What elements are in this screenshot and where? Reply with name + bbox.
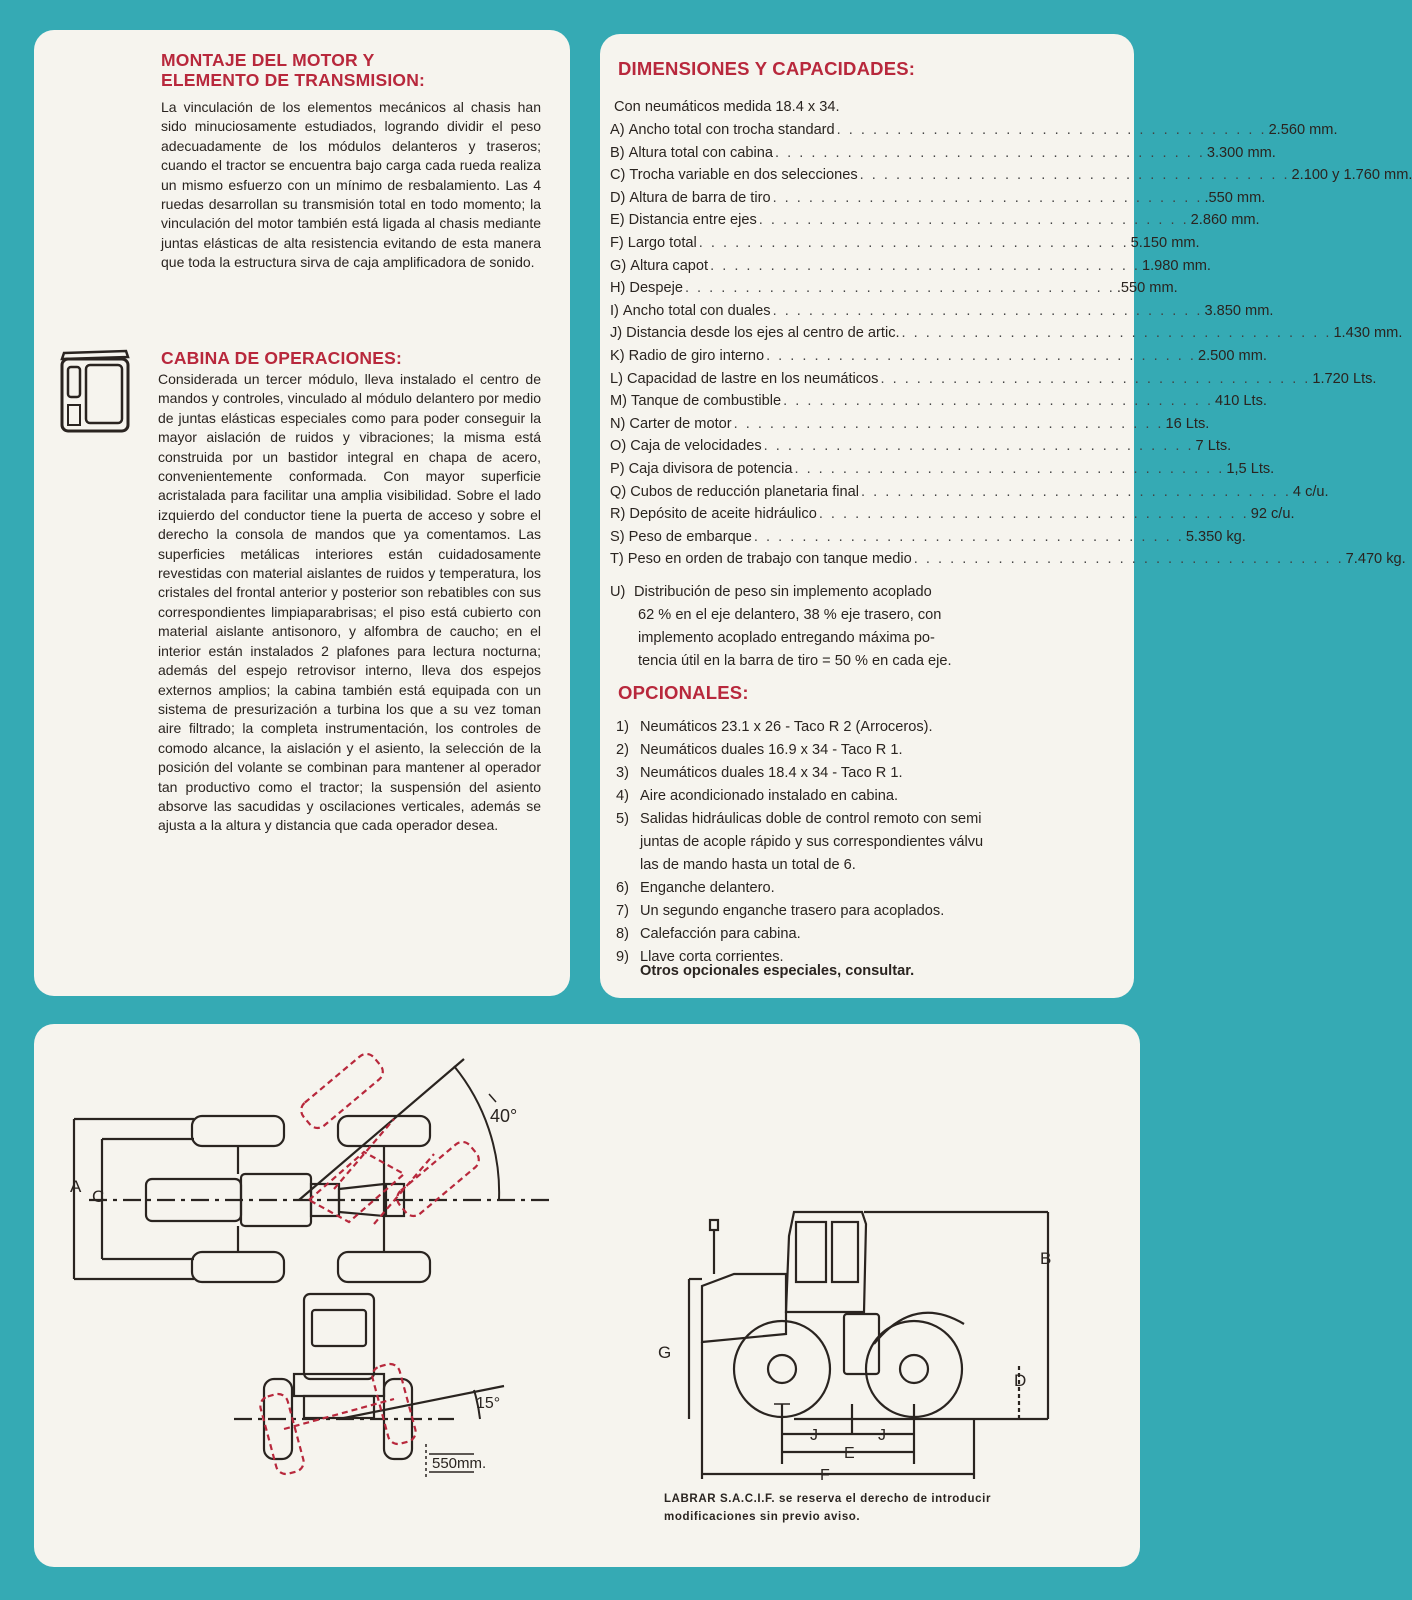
option-number: 9) bbox=[616, 949, 629, 965]
side-view-label-j-2: J bbox=[878, 1427, 886, 1444]
spec-leader-dots: . . . . . . . . . . . . . . . . . . . . . . . . . . . . . . . . . . . . bbox=[753, 528, 1184, 545]
spec-leader-dots: . . . . . . . . . . . . . . . . . . . . . . . . . . . . . . . . . . . . bbox=[783, 393, 1214, 410]
spec-row bbox=[610, 233, 1200, 253]
spec-label: Altura capot bbox=[630, 257, 709, 274]
option-number: 3) bbox=[616, 765, 629, 781]
spec-key: B) bbox=[610, 144, 625, 161]
cabin-icon bbox=[56, 345, 134, 437]
spec-label: Peso de embarque bbox=[628, 528, 752, 545]
option-text: Neumáticos 23.1 x 26 - Taco R 2 (Arroceros). bbox=[640, 719, 933, 735]
spec-row bbox=[610, 549, 1406, 569]
top-view-label-a: A bbox=[70, 1177, 82, 1196]
spec-key: P) bbox=[610, 461, 625, 477]
option-item bbox=[616, 900, 944, 923]
option-item bbox=[616, 716, 933, 739]
spec-leader-dots: . . . . . . . . . . . . . . . . . . . . . . . . . . . . . . . . . . . . bbox=[772, 302, 1203, 319]
cabina-body: Considerada un tercer módulo, lleva instalado el centro de mandos y controles, vinculado al módulo delantero por medio de juntas elásticas especiales como para poder conseguir la mayor aislación de ruidos y vibraciones; la misma está construida por un bastidor integral en chapa de acero, convenientemente conformada. Con mayor superficie acristalada para facilitar una amplia visibilidad. Sobre el lado izquierdo del conductor tiene la puerta de acceso y sobre el derecho la consola de mandos que ya comentamos. Las superficies metálicas interiores están cuidadosamente revestidas con material aislantes de ruidos y temperatura, los cristales del frontal anterior y posterior son rebatibles con sus correspondientes limpiaparabrisas; el piso está cubierto con material aislante antisonoro, y alfombra de caucho; en el interior están instalados 2 plafones para lectura nocturna; además del espejo retrovisor interno, lleva dos espejos externos amplios; la cabina también está equipada con un sistema de presurización a turbina los que a su vez toman aire filtrado; la completa instrumentación, los controles de comodo alcance, la aislación y el asiento, la selección de la posición del volante se combinan para mantener al operador tan productivo como el tractor; la suspensión del asiento absorve las sacudidas y oscilaciones verticales, además se ajusta a la altura y distancia que cada operador desea. bbox=[158, 371, 541, 834]
spec-value: .550 mm. bbox=[1116, 280, 1178, 297]
front-view-clearance-label: 550mm. bbox=[432, 1455, 487, 1472]
dimensiones-title: DIMENSIONES Y CAPACIDADES: bbox=[618, 58, 916, 79]
spec-key: D) bbox=[610, 189, 626, 206]
spec-row bbox=[610, 210, 1260, 230]
spec-leader-dots: . . . . . . . . . . . . . . . . . . . . . . . . . . . . . . . . . . . . bbox=[733, 415, 1164, 432]
side-view-label-f: F bbox=[820, 1467, 830, 1484]
option-text: las de mando hasta un total de 6. bbox=[640, 857, 856, 873]
spec-row bbox=[610, 346, 1267, 366]
spec-leader-dots: . . . . . . . . . . . . . . . . . . . . . . . . . . . . . . . . . . . . bbox=[880, 370, 1311, 387]
spec-leader-dots: . . . . . . . . . . . . . . . . . . . . . . . . . . . . . . . . . . . . bbox=[684, 280, 1115, 297]
option-text: Enganche delantero. bbox=[640, 880, 775, 896]
spec-value: 4 c/u. bbox=[1292, 483, 1329, 500]
panel-dimensiones bbox=[600, 34, 1412, 998]
spec-leader-dots: . . . . . . . . . . . . . . . . . . . . . . . . . . . . . . . . . . . . bbox=[913, 551, 1344, 568]
spec-row bbox=[610, 323, 1403, 343]
spec-label: Capacidad de lastre en los neumáticos bbox=[626, 370, 879, 387]
tractor-diagrams bbox=[34, 1024, 1140, 1567]
spec-leader-dots: . . . . . . . . . . . . . . . . . . . . . . . . . . . . . . . . . . . . bbox=[766, 348, 1196, 364]
option-text: Neumáticos duales 18.4 x 34 - Taco R 1. bbox=[640, 765, 903, 781]
spec-value: 1.720 Lts. bbox=[1312, 370, 1377, 387]
option-number: 5) bbox=[616, 811, 629, 827]
option-number: 8) bbox=[616, 926, 629, 942]
spec-label: Ancho total con trocha standard bbox=[628, 122, 835, 138]
option-text: Salidas hidráulicas doble de control remoto con semi bbox=[640, 811, 982, 827]
spec-key: G) bbox=[610, 257, 627, 274]
spec-leader-dots: . . . . . . . . . . . . . . . . . . . . . . . . . . . . . . . . . . . . bbox=[710, 257, 1140, 274]
side-view-label-d: D bbox=[1014, 1371, 1027, 1390]
spec-label: Altura total con cabina bbox=[628, 144, 773, 161]
spec-label: Distancia entre ejes bbox=[628, 212, 757, 229]
spec-row bbox=[610, 391, 1267, 411]
dimensiones-intro: Con neumáticos medida 18.4 x 34. bbox=[614, 99, 840, 115]
option-number: 7) bbox=[616, 903, 629, 919]
option-item bbox=[616, 923, 801, 946]
panel-diagramas bbox=[34, 1024, 1140, 1567]
spec-label: Largo total bbox=[627, 235, 697, 251]
side-view-label-e: E bbox=[844, 1445, 855, 1462]
cabina-title: CABINA DE OPERACIONES: bbox=[161, 348, 402, 368]
top-view-angle-label: 40° bbox=[490, 1106, 518, 1126]
spec-key: J) bbox=[610, 325, 623, 342]
spec-row bbox=[610, 143, 1276, 163]
option-number: 2) bbox=[616, 742, 629, 758]
spec-leader-dots: . . . . . . . . . . . . . . . . . . . . . . . . . . . . . . . . . . . . bbox=[763, 438, 1194, 455]
spec-value: 2.500 mm. bbox=[1197, 348, 1267, 364]
spec-u-line-4: tencia útil en la barra de tiro = 50 % en cada eje. bbox=[638, 653, 952, 669]
spec-key: C) bbox=[610, 167, 626, 184]
spec-label: Altura de barra de tiro bbox=[629, 189, 771, 206]
spec-key: Q) bbox=[610, 483, 627, 500]
spec-value: 1,5 Lts. bbox=[1226, 461, 1275, 477]
spec-row bbox=[610, 165, 1412, 185]
option-item bbox=[616, 877, 775, 900]
spec-leader-dots: . . . . . . . . . . . . . . . . . . . . . . . . . . . . . . . . . . . . bbox=[861, 483, 1291, 500]
spec-value: 2.560 mm. bbox=[1268, 122, 1338, 138]
spec-key: S) bbox=[610, 528, 625, 545]
spec-value: 2.100 y 1.760 mm. bbox=[1291, 167, 1412, 184]
panel-motor-cabina bbox=[34, 30, 570, 996]
spec-key: T) bbox=[610, 551, 624, 568]
side-view-label-b: B bbox=[1040, 1249, 1052, 1268]
spec-key: R) bbox=[610, 506, 626, 523]
spec-leader-dots: . . . . . . . . . . . . . . . . . . . . . . . . . . . . . . . . . . . . bbox=[859, 167, 1290, 184]
spec-label: Caja de velocidades bbox=[630, 438, 762, 455]
montaje-title-2: ELEMENTO DE TRANSMISION: bbox=[161, 70, 426, 90]
spec-label: Ancho total con duales bbox=[622, 302, 771, 319]
spec-key: M) bbox=[610, 393, 628, 410]
opcionales-footer: Otros opcionales especiales, consultar. bbox=[640, 963, 915, 979]
spec-leader-dots: . . . . . . . . . . . . . . . . . . . . . . . . . . . . . . . . . . . . bbox=[794, 461, 1225, 477]
spec-value: 7 Lts. bbox=[1195, 438, 1232, 455]
spec-value: 2.860 mm. bbox=[1190, 212, 1260, 229]
spec-row bbox=[610, 301, 1274, 321]
spec-key: L) bbox=[610, 370, 623, 387]
option-item bbox=[616, 785, 898, 808]
spec-key: O) bbox=[610, 438, 627, 455]
spec-label: Radio de giro interno bbox=[628, 348, 765, 364]
option-text: juntas de acople rápido y sus correspondientes válvu bbox=[640, 834, 984, 850]
spec-label: Carter de motor bbox=[629, 415, 732, 432]
spec-value: 92 c/u. bbox=[1250, 506, 1295, 523]
spec-key: F) bbox=[610, 235, 624, 251]
spec-leader-dots: . . . . . . . . . . . . . . . . . . . . . . . . . . . . . . . . . . . . bbox=[901, 325, 1332, 342]
montaje-title-1: MONTAJE DEL MOTOR Y bbox=[161, 50, 375, 70]
spec-value: .550 mm. bbox=[1204, 189, 1266, 206]
spec-label: Distancia desde los ejes al centro de artic. bbox=[626, 325, 900, 342]
spec-key: K) bbox=[610, 348, 625, 364]
front-view-diagram bbox=[234, 1294, 504, 1480]
option-text: Neumáticos duales 16.9 x 34 - Taco R 1. bbox=[640, 742, 903, 758]
opcionales-title: OPCIONALES: bbox=[618, 682, 749, 703]
spec-leader-dots: . . . . . . . . . . . . . . . . . . . . . . . . . . . . . . . . . . . . bbox=[775, 144, 1205, 161]
spec-value: 5.150 mm. bbox=[1130, 235, 1200, 251]
option-item bbox=[640, 854, 856, 877]
spec-value: 5.350 kg. bbox=[1185, 528, 1246, 545]
spec-row bbox=[610, 527, 1246, 547]
option-text: Un segundo enganche trasero para acoplados. bbox=[640, 903, 945, 919]
spec-key: A) bbox=[610, 122, 625, 138]
spec-value: 1.980 mm. bbox=[1142, 257, 1211, 274]
spec-key: E) bbox=[610, 212, 625, 229]
spec-u-key: U) bbox=[610, 584, 626, 600]
spec-label: Peso en orden de trabajo con tanque medio bbox=[627, 551, 912, 568]
option-number: 6) bbox=[616, 880, 629, 896]
side-view-label-j-1: J bbox=[810, 1427, 818, 1444]
spec-leader-dots: . . . . . . . . . . . . . . . . . . . . . . . . . . . . . . . . . . . . bbox=[772, 189, 1203, 206]
option-text: Llave corta corrientes. bbox=[640, 949, 784, 965]
top-view-label-c: C bbox=[92, 1187, 105, 1206]
spec-label: Caja divisora de potencia bbox=[628, 461, 793, 477]
spec-leader-dots: . . . . . . . . . . . . . . . . . . . . . . . . . . . . . . . . . . . . bbox=[698, 235, 1129, 251]
option-item bbox=[616, 739, 903, 762]
spec-value: 3.850 mm. bbox=[1204, 302, 1274, 319]
option-item bbox=[616, 762, 903, 785]
spec-row bbox=[610, 120, 1338, 140]
spec-u-line-3: implemento acoplado entregando máxima po- bbox=[638, 630, 935, 646]
spec-row bbox=[610, 504, 1295, 524]
spec-u-line-2: 62 % en el eje delantero, 38 % eje trasero, con bbox=[638, 607, 942, 623]
spec-row bbox=[610, 188, 1266, 208]
spec-leader-dots: . . . . . . . . . . . . . . . . . . . . . . . . . . . . . . . . . . . . bbox=[758, 212, 1189, 229]
spec-label: Depósito de aceite hidráulico bbox=[629, 506, 817, 523]
spec-row bbox=[610, 459, 1275, 479]
spec-row bbox=[610, 256, 1211, 276]
spec-label: Cubos de reducción planetaria final bbox=[630, 483, 860, 500]
disclaimer-line-1: LABRAR S.A.C.I.F. se reserva el derecho de introducir bbox=[664, 1493, 992, 1505]
side-view-label-g: G bbox=[658, 1343, 672, 1362]
spec-label: Trocha variable en dos selecciones bbox=[629, 167, 858, 184]
spec-key: N) bbox=[610, 415, 626, 432]
spec-label: Despeje bbox=[629, 280, 683, 297]
option-text: Aire acondicionado instalado en cabina. bbox=[640, 788, 899, 804]
option-item bbox=[640, 831, 983, 854]
spec-row bbox=[610, 278, 1178, 298]
top-view-turned-dashed bbox=[297, 1050, 483, 1224]
option-item bbox=[616, 808, 982, 831]
montaje-body: La vinculación de los elementos mecánicos al chasis han sido minuciosamente estudiados, logrando dividir el peso adecuadamente de los módulos delanteros y traseros; cuando el tractor se encuentra bajo carga cada rueda realiza un mismo esfuerzo con un mínimo de resbalamiento. Las 4 ruedas desarrollan su transmisión total en todo momento; la vinculación del motor también está ligada al chasis mediante juntas elásticas de alta resistencia evitando de esta manera que toda la estructura sirva de caja amplificadora de sonido. bbox=[161, 99, 541, 271]
spec-leader-dots: . . . . . . . . . . . . . . . . . . . . . . . . . . . . . . . . . . . . bbox=[818, 506, 1249, 523]
spec-value: 410 Lts. bbox=[1215, 393, 1267, 410]
spec-row bbox=[610, 436, 1232, 456]
spec-value: 7.470 kg. bbox=[1345, 551, 1406, 568]
spec-row bbox=[610, 414, 1210, 434]
spec-value: 3.300 mm. bbox=[1206, 144, 1276, 161]
front-view-angle-label: 15° bbox=[476, 1395, 501, 1412]
disclaimer-line-2: modificaciones sin previo aviso. bbox=[664, 1511, 861, 1523]
spec-row bbox=[610, 482, 1329, 502]
side-view-diagram bbox=[689, 1212, 1048, 1479]
option-text: Calefacción para cabina. bbox=[640, 926, 801, 942]
option-number: 4) bbox=[616, 788, 629, 804]
spec-key: H) bbox=[610, 280, 626, 297]
montaje-heading bbox=[161, 50, 541, 90]
spec-label: Tanque de combustible bbox=[631, 393, 782, 410]
spec-key: I) bbox=[610, 302, 619, 319]
spec-row bbox=[610, 369, 1377, 389]
option-number: 1) bbox=[616, 719, 629, 735]
top-view-diagram bbox=[74, 1059, 554, 1282]
spec-value: 1.430 mm. bbox=[1333, 325, 1403, 342]
spec-leader-dots: . . . . . . . . . . . . . . . . . . . . . . . . . . . . . . . . . . . . bbox=[836, 122, 1267, 138]
spec-value: 16 Lts. bbox=[1165, 415, 1210, 432]
spec-u-line-1: Distribución de peso sin implemento acoplado bbox=[634, 584, 932, 600]
